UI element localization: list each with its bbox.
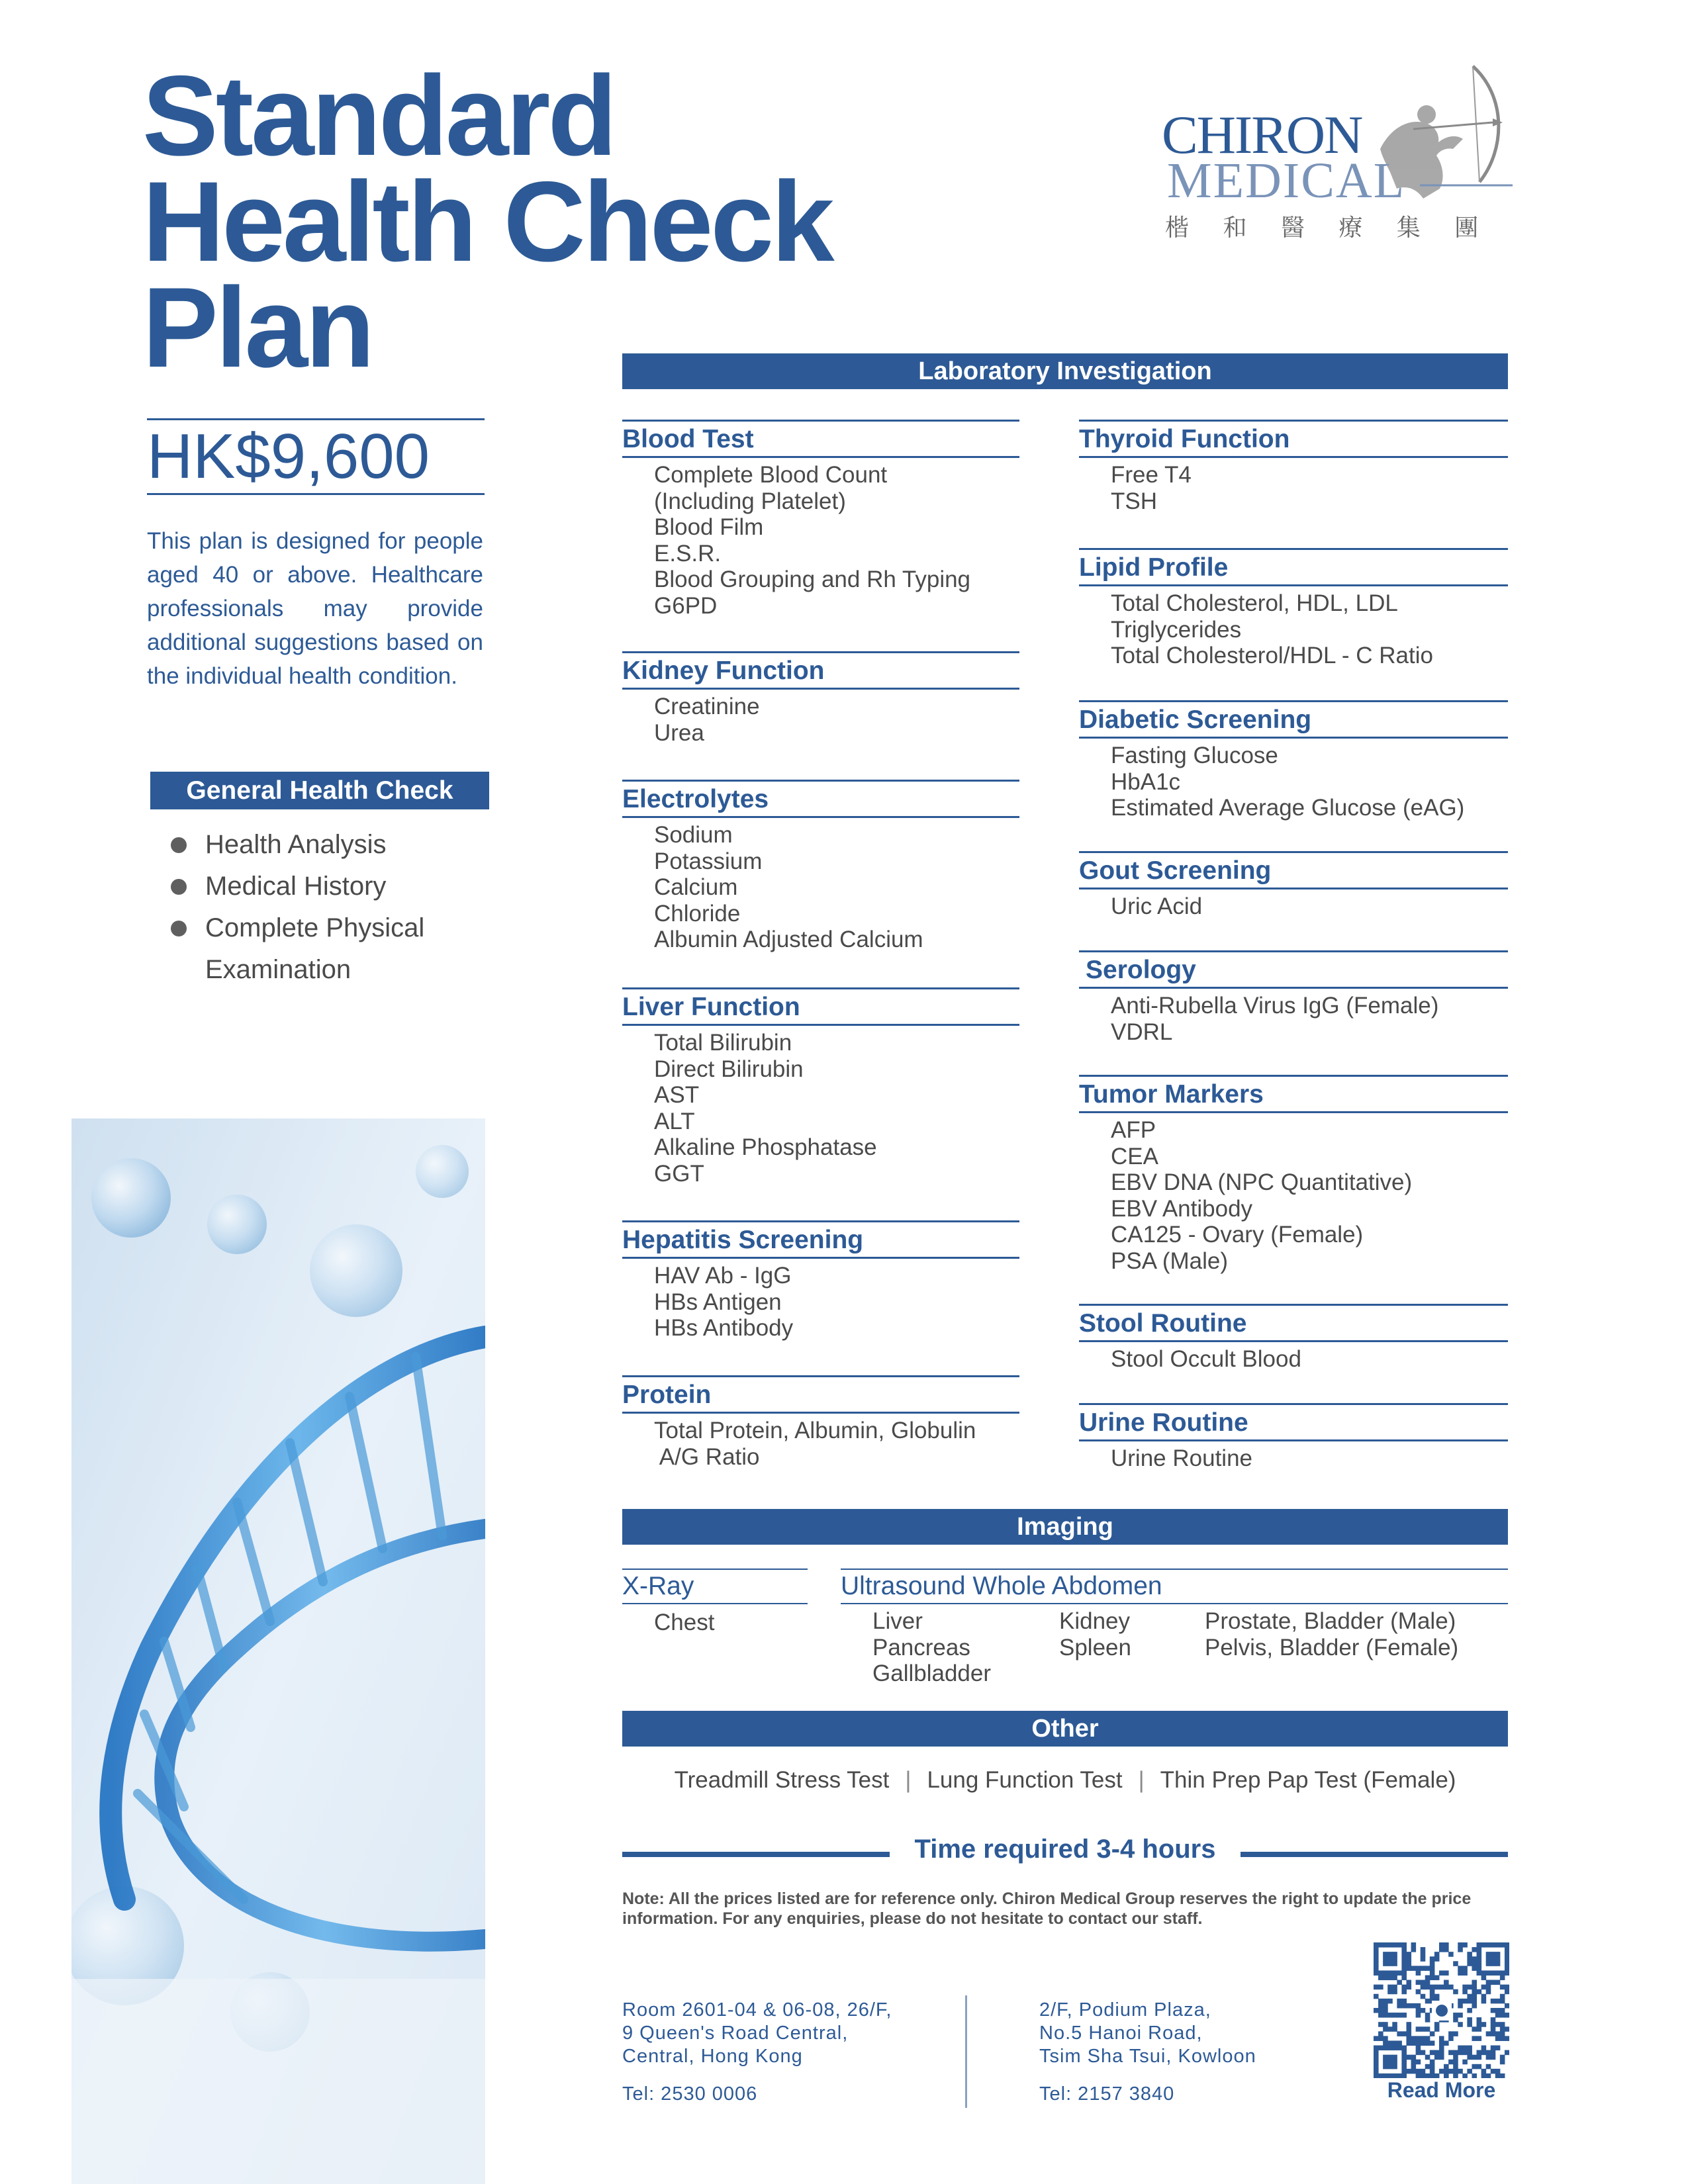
list-item: Total Bilirubin xyxy=(654,1030,792,1056)
section-title: Gout Screening xyxy=(1079,851,1508,889)
list-item: Liver xyxy=(872,1608,923,1634)
ultrasound-col-1 xyxy=(872,1608,991,1687)
list-item: EBV DNA (NPC Quantitative) xyxy=(1111,1169,1413,1195)
list-item: HbA1c xyxy=(1111,768,1181,795)
list-item: Potassium xyxy=(654,848,763,874)
list-item: Urine Routine xyxy=(1111,1445,1252,1471)
section-title: Stool Routine xyxy=(1079,1304,1508,1342)
phone-central: Tel: 2530 0006 xyxy=(622,2083,758,2105)
time-required: Time required 3-4 hours xyxy=(914,1835,1216,1864)
section-title: Hepatitis Screening xyxy=(622,1220,1019,1259)
other-tests-row xyxy=(622,1767,1508,1794)
section-lipid-profile xyxy=(1079,548,1508,669)
qr-code[interactable] xyxy=(1374,1942,1509,2078)
list-item: E.S.R. xyxy=(654,540,722,567)
list-item: Blood Grouping and Rh Typing xyxy=(654,567,971,592)
list-item: Medical History xyxy=(171,866,424,907)
list-item: AST xyxy=(654,1082,700,1108)
list-item: Stool Occult Blood xyxy=(1111,1346,1301,1372)
list-item: GGT xyxy=(654,1160,704,1187)
list-item: Urea xyxy=(654,719,704,746)
address-tsim-sha-tsui: 2/F, Podium Plaza, No.5 Hanoi Road, Tsim Sha Tsui, Kowloon Tel: 2157 3840 xyxy=(1039,1999,1256,2105)
section-diabetic-screening xyxy=(1079,700,1508,821)
section-title: Lipid Profile xyxy=(1079,548,1508,586)
list-item: Spleen xyxy=(1059,1634,1131,1661)
section-title: Urine Routine xyxy=(1079,1403,1508,1441)
section-hepatitis-screening xyxy=(622,1220,1019,1342)
list-item: Calcium xyxy=(654,874,738,900)
section-title: Diabetic Screening xyxy=(1079,700,1508,739)
list-item: Creatinine xyxy=(654,694,760,719)
section-protein xyxy=(622,1375,1019,1470)
list-item: Alkaline Phosphatase xyxy=(654,1134,877,1160)
list-item: Fasting Glucose xyxy=(1111,743,1278,768)
list-item: PSA (Male) xyxy=(1111,1248,1228,1274)
bullet-icon xyxy=(171,879,187,895)
list-item: Gallbladder xyxy=(872,1661,991,1686)
section-blood-test xyxy=(622,420,1019,619)
logo-chinese-name: 楷 和 醫 療 集 團 xyxy=(1165,214,1492,242)
list-item: Total Protein, Albumin, Globulin xyxy=(654,1418,976,1443)
title-line-2: Health Check xyxy=(142,158,832,285)
logo-name-chiron: CHIRON xyxy=(1162,105,1362,165)
imaging-header: Imaging xyxy=(622,1509,1508,1545)
list-item: CEA xyxy=(1111,1143,1158,1169)
list-item: Total Cholesterol/HDL - C Ratio xyxy=(1111,643,1433,668)
vertical-divider xyxy=(965,1995,967,2108)
address-central: Room 2601-04 & 06-08, 26/F, 9 Queen's Road Central, Central, Hong Kong Tel: 2530 0006 xyxy=(622,1999,892,2105)
other-header: Other xyxy=(622,1711,1508,1747)
section-serology xyxy=(1079,950,1508,1045)
section-title: Electrolytes xyxy=(622,780,1019,818)
disclaimer-note: Note: All the prices listed are for reference only. Chiron Medical Group reserves the right to update the price information. For any enquiries, please do not hesitate to contact our staff. xyxy=(622,1889,1472,1928)
section-gout-screening xyxy=(1079,851,1508,920)
list-item: AFP xyxy=(1111,1117,1156,1143)
list-item: TSH xyxy=(1111,488,1157,514)
read-more-link[interactable]: Read More xyxy=(1387,2078,1496,2102)
list-item: Direct Bilirubin xyxy=(654,1056,804,1082)
section-electrolytes xyxy=(622,780,1019,953)
list-item: Triglycerides xyxy=(1111,616,1242,643)
section-title: Thyroid Function xyxy=(1079,420,1508,458)
qr-code-icon[interactable] xyxy=(1374,1942,1509,2078)
chiron-medical-logo xyxy=(1162,56,1513,255)
list-item: Complete Physical xyxy=(171,907,424,949)
bullet-icon xyxy=(171,837,187,853)
list-item: ALT xyxy=(654,1108,695,1134)
page-title xyxy=(142,52,832,391)
list-item: Blood Film xyxy=(654,514,764,540)
list-item: Uric Acid xyxy=(1111,893,1203,919)
section-title: Tumor Markers xyxy=(1079,1075,1508,1113)
section-title: Serology xyxy=(1079,950,1508,989)
section-title: Ultrasound Whole Abdomen xyxy=(841,1569,1508,1604)
list-item: Thin Prep Pap Test (Female) xyxy=(1160,1767,1456,1793)
list-item: HBs Antigen xyxy=(654,1289,782,1315)
list-item: Total Cholesterol, HDL, LDL xyxy=(1111,590,1398,616)
title-line-3: Plan xyxy=(142,264,373,391)
ultrasound-col-3 xyxy=(1205,1608,1458,1661)
title-line-1: Standard xyxy=(142,52,615,179)
dna-helix-image xyxy=(71,1118,485,2184)
list-item: A/G Ratio xyxy=(654,1443,760,1470)
list-item: Prostate, Bladder (Male) xyxy=(1205,1608,1456,1634)
section-tumor-markers xyxy=(1079,1075,1508,1274)
section-stool-routine xyxy=(1079,1304,1508,1373)
list-item: Sodium xyxy=(654,822,733,848)
phone-tsim-sha-tsui: Tel: 2157 3840 xyxy=(1039,2083,1175,2105)
list-item: Kidney xyxy=(1059,1608,1131,1634)
list-item: Chest xyxy=(654,1610,715,1635)
section-urine-routine xyxy=(1079,1403,1508,1472)
lab-investigation-header: Laboratory Investigation xyxy=(622,353,1508,389)
section-title: Blood Test xyxy=(622,420,1019,458)
section-ultrasound xyxy=(841,1569,1508,1604)
list-item: Complete Blood Count xyxy=(654,462,888,488)
list-item: G6PD xyxy=(654,592,718,619)
section-x-ray xyxy=(622,1569,808,1636)
list-item: Pelvis, Bladder (Female) xyxy=(1205,1634,1459,1661)
plan-description: This plan is designed for people aged 40 or above. Healthcare professionals may provide additional suggestions based on the individual health condition. xyxy=(147,528,483,689)
plan-price: HK$9,600 xyxy=(147,421,430,492)
list-item: HAV Ab - IgG xyxy=(654,1263,792,1289)
general-health-check-list xyxy=(171,824,424,991)
section-kidney-function xyxy=(622,651,1019,746)
list-item: Examination xyxy=(205,955,352,984)
list-item: EBV Antibody xyxy=(1111,1195,1253,1222)
list-item: VDRL xyxy=(1111,1019,1173,1045)
list-item: Chloride xyxy=(654,900,741,927)
list-item: Pancreas xyxy=(872,1634,970,1661)
section-title: Liver Function xyxy=(622,987,1019,1026)
list-item: Lung Function Test xyxy=(927,1767,1123,1793)
general-health-check-header: General Health Check xyxy=(150,772,489,809)
section-title: Kidney Function xyxy=(622,651,1019,690)
list-item: HBs Antibody xyxy=(654,1315,794,1341)
separator: | xyxy=(905,1767,912,1793)
list-item: Treadmill Stress Test xyxy=(674,1767,890,1793)
list-item: Albumin Adjusted Calcium xyxy=(654,927,923,952)
list-item: Estimated Average Glucose (eAG) xyxy=(1111,795,1465,821)
time-required-row xyxy=(622,1832,1508,1872)
section-title: X-Ray xyxy=(622,1569,808,1604)
section-liver-function xyxy=(622,987,1019,1187)
separator: | xyxy=(1138,1767,1145,1793)
ultrasound-col-2 xyxy=(1059,1608,1131,1661)
section-title: Protein xyxy=(622,1375,1019,1414)
list-item: CA125 - Ovary (Female) xyxy=(1111,1222,1364,1248)
list-item: (Including Platelet) xyxy=(654,488,846,514)
list-item: Free T4 xyxy=(1111,462,1192,488)
section-thyroid-function xyxy=(1079,420,1508,514)
list-item: Anti-Rubella Virus IgG (Female) xyxy=(1111,993,1439,1019)
bullet-icon xyxy=(171,921,187,936)
logo-name-medical: MEDICAL xyxy=(1167,153,1406,208)
list-item: Health Analysis xyxy=(171,824,424,866)
